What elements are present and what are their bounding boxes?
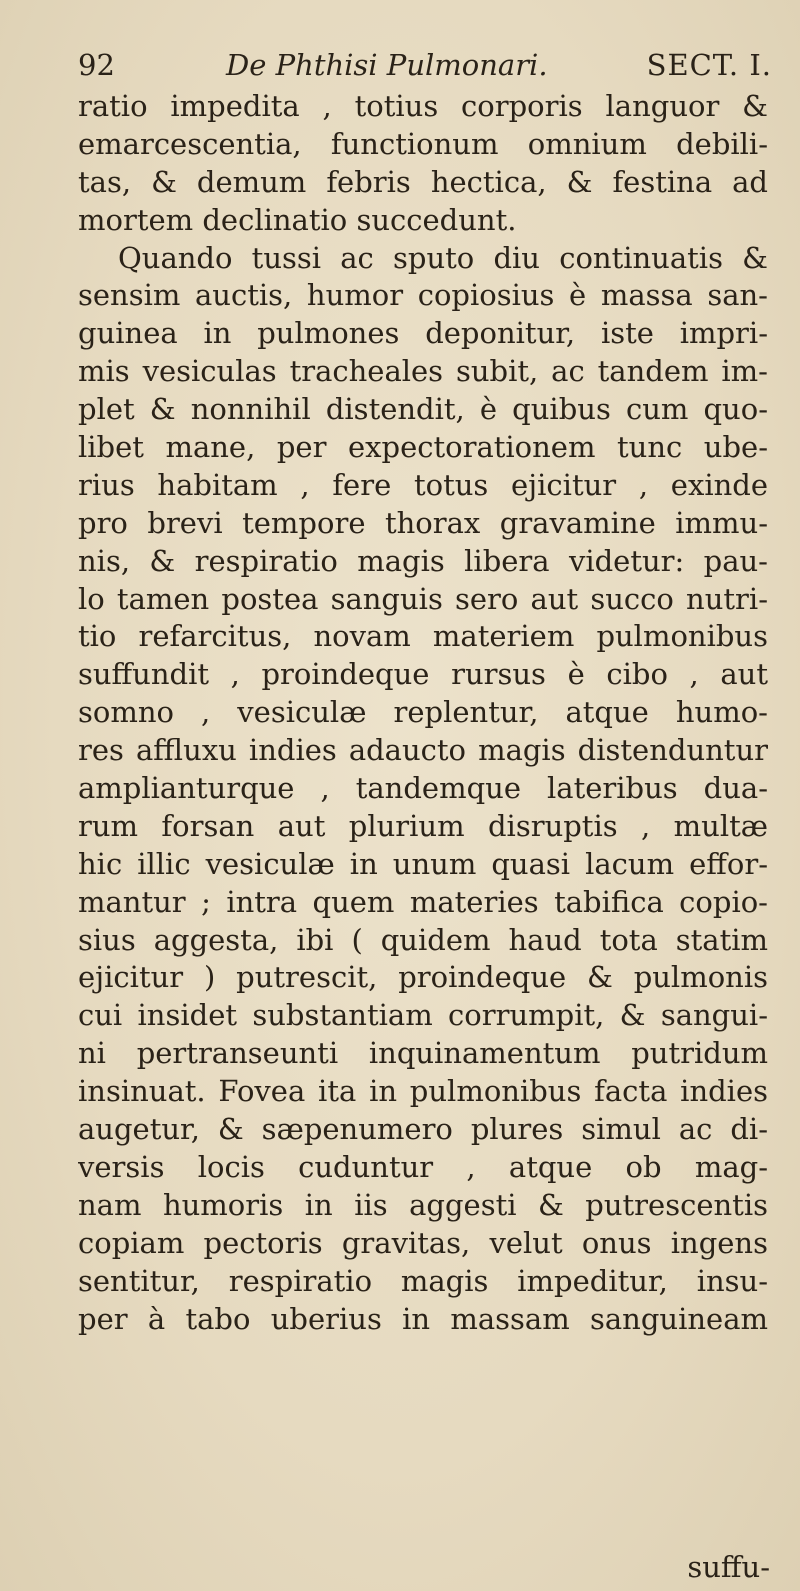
text-line: amplianturque , tandemque lateribus dua- (78, 771, 768, 806)
text-line: mantur ; intra quem materies tabifica copio- (78, 884, 768, 919)
section-label: SECT. I. (646, 48, 772, 82)
catchword: suffu- (687, 1550, 770, 1584)
text-line: libet mane, per expectorationem tunc ube- (78, 430, 768, 465)
text-line: ni pertranseunti inquinamentum putridum (78, 1036, 768, 1071)
text-line: per à tabo uberius in massam sanguineam (78, 1301, 768, 1336)
page-header (78, 40, 772, 90)
text-line: rum forsan aut plurium disruptis , multæ (78, 808, 768, 843)
text-line: res affluxu indies adaucto magis distenduntur (78, 733, 768, 768)
text-line: insinuat. Fovea ita in pulmonibus facta indies (78, 1074, 768, 1109)
text-line: hic illic vesiculæ in unum quasi lacum effor- (78, 846, 768, 881)
text-line: sentitur, respiratio magis impeditur, insu- (78, 1263, 768, 1298)
text-line: tas, & demum febris hectica, & festina ad (78, 164, 768, 199)
text-line: nam humoris in iis aggesti & putrescentis (78, 1187, 768, 1222)
text-line: emarcescentia, functionum omnium debili- (78, 126, 768, 161)
text-line: pro brevi tempore thorax gravamine immu- (78, 505, 768, 540)
text-line: sensim auctis, humor copiosius è massa san- (78, 278, 768, 313)
text-line: cui insidet substantiam corrumpit, & sangui- (78, 998, 768, 1033)
text-line: lo tamen postea sanguis sero aut succo nutri- (78, 581, 768, 616)
text-line: guinea in pulmones deponitur, iste impri- (78, 316, 768, 351)
text-line: mis vesiculas tracheales subit, ac tandem im- (78, 354, 768, 389)
text-line: tio refarcitus, novam materiem pulmonibus (78, 619, 768, 654)
text-line: somno , vesiculæ replentur, atque humo- (78, 695, 768, 730)
text-line: mortem declinatio succedunt. (78, 202, 517, 237)
text-line: nis, & respiratio magis libera videtur: pau- (78, 543, 768, 578)
text-line: rius habitam , fere totus ejicitur , exinde (78, 467, 768, 502)
text-line: plet & nonnihil distendit, è quibus cum quo- (78, 392, 768, 427)
text-line: ratio impedita , totius corporis languor & (78, 89, 768, 123)
text-line: versis locis cuduntur , atque ob mag- (78, 1149, 768, 1184)
page-number: 92 (78, 48, 115, 82)
running-title: De Phthisi Pulmonari. (226, 48, 548, 82)
text-line: ejicitur ) putrescit, proindeque & pulmonis (78, 960, 768, 995)
text-line: sius aggesta, ibi ( quidem haud tota statim (78, 922, 768, 957)
text-line: copiam pectoris gravitas, velut onus ingens (78, 1225, 768, 1260)
body-text (78, 88, 768, 1338)
text-line: suffundit , proindeque rursus è cibo , aut (78, 657, 768, 692)
text-line: augetur, & sæpenumero plures simul ac di- (78, 1112, 768, 1147)
text-line: Quando tussi ac sputo diu continuatis & (118, 240, 768, 275)
